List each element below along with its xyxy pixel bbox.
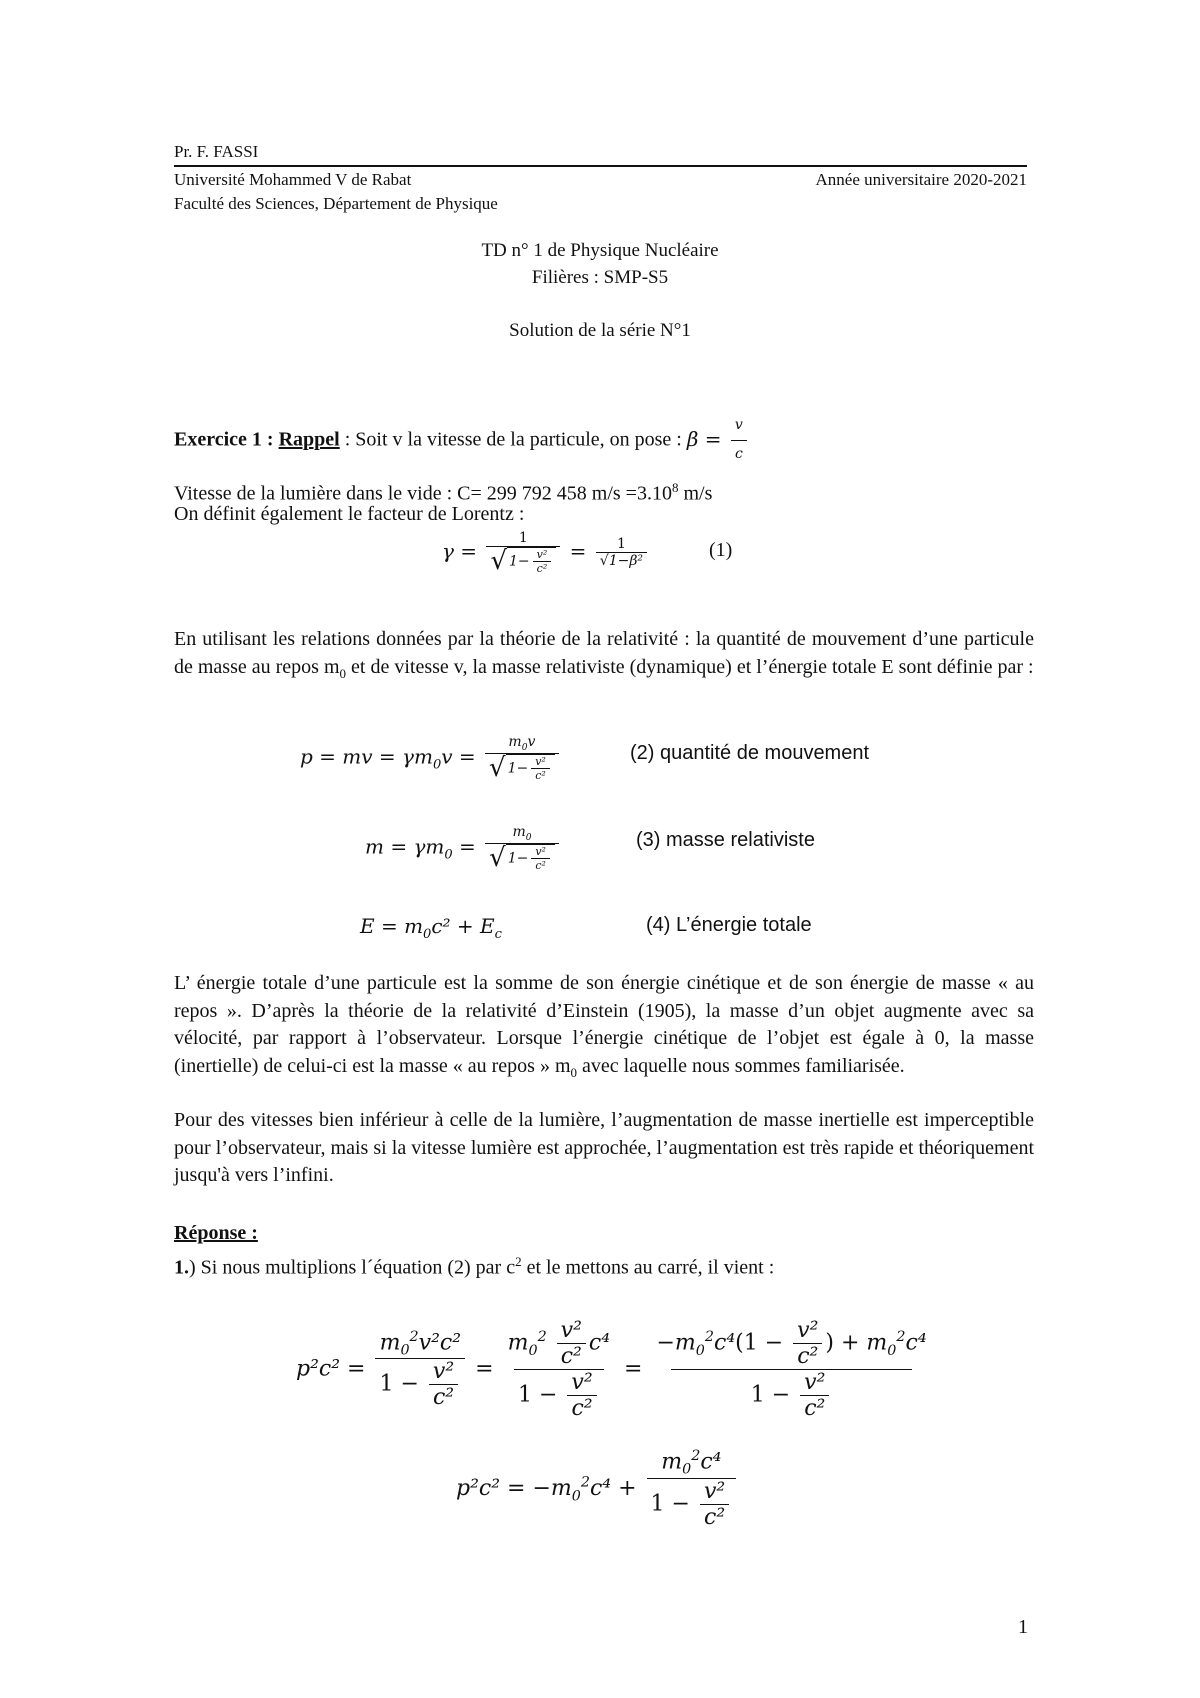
response-title: Réponse : — [174, 1222, 258, 1244]
academic-year: Année universitaire 2020-2021 — [815, 170, 1027, 189]
relativistic-mass-equation: $m = \gamma m_0$ = $m_0$ √ 1− $\frac{\text{v²}}{\text{c²}}$ — [365, 824, 562, 872]
equation-4-label: (4) L’énergie totale — [646, 914, 812, 936]
momentum-equation: p = mv = $\gamma m_0v$ = $m_0v$ √ 1− $\frac{\text{v²}}{\text{c²}}$ — [300, 734, 562, 782]
speed-paragraph: Pour des vitesses bien inférieur à celle de la lumière, l’augmentation de masse inertielle est imperceptible pour l’observateur, mais si la vitesse lumière est approchée, l’augmentation est très rapide et théoriquement jusqu'à vers l’infini. — [174, 1109, 1034, 1186]
university-name: Université Mohammed V de Rabat — [174, 170, 412, 189]
rappel-label: Rappel — [278, 428, 340, 451]
equation-3-label: (3) masse relativiste — [636, 829, 815, 851]
filieres: Filières : SMP-S5 — [531, 267, 669, 288]
total-energy-equation: $E = m_0c^2 + E_c$ — [360, 914, 502, 942]
relativity-paragraph: En utilisant les relations données par la théorie de la relativité : la quantité de mouvement d’une particule de masse au repos $m_0$ et de vitesse v, la masse relativiste (dynamique) et l’énergie totale E sont définie par : — [174, 628, 1034, 681]
lorentz-factor-equation: γ = 1 √ 1− $\frac{\text{v²}}{\text{c²}}$ = $\frac{1}{\text{√1−β²}}$ — [442, 530, 650, 575]
equation-1-number: (1) — [709, 539, 733, 561]
author-name: Pr. F. FASSI — [174, 142, 259, 161]
exercise-intro — [174, 412, 1034, 468]
exercise-intro-text: : Soit v la vitesse de la particule, on pose : — [339, 428, 687, 451]
td-title: TD n° 1 de Physique Nucléaire — [481, 240, 719, 261]
exercise-label: Exercice 1 : — [174, 428, 274, 451]
equation-2-label: (2) quantité de mouvement — [630, 742, 870, 764]
faculty-name: Faculté des Sciences, Département de Physique — [174, 194, 498, 213]
energy-paragraph: L’ énergie totale d’une particule est la somme de son énergie cinétique et de son énergie de masse « au repos ». D’après la théorie de la relativité d’Einstein (1905), la masse d’un objet augmente avec sa vélocité, par rapport à l’observateur. Lorsque l’énergie cinétique de l’objet est égale à 0, la masse (inertielle) de celui-ci est la masse « au repos » $m_0$ avec laquelle nous sommes familiarisée. — [174, 972, 1034, 1080]
expanded-momentum-equation: $p^2c^2 = -m_0^2c^4$ + $m_0^2c^4$ 1 − $\frac{\text{v²}}{\text{c²}}$ — [456, 1448, 739, 1530]
lorentz-intro: On définit également le facteur de Lorentz : — [174, 503, 525, 525]
beta-definition: β = $\frac{v}{c}$ — [687, 427, 750, 451]
squared-momentum-equation: p²c² = $m_0^2v^2c^2$ 1 − $\frac{\text{v²}}{\text{c²}}$ = $m_0^2$ $\frac{\text{v²}}{\text{c²}}$ c⁴ 1 − $\frac{\text{v²}}{\text{c²}}$ = $-m_0^2c^4(1$ − $\frac{\text{v²}}{\text{c²}}$ ) + $m_0^2c^4$ 1 − $\frac{\text{v²}}{\text{c²}}$ — [296, 1318, 927, 1421]
solution-title: Solution de la série N°1 — [509, 320, 691, 341]
light-speed: Vitesse de la lumière dans le vide : C= 299 792 458 $m/s =3.10^8$ m/s — [174, 480, 713, 505]
page-number: 1 — [1018, 1616, 1028, 1638]
header-rule — [174, 165, 1027, 167]
response-step-1: 1.) Si nous multiplions l´équation (2) par $c^2$ et le mettons au carré, il vient : — [174, 1254, 775, 1279]
